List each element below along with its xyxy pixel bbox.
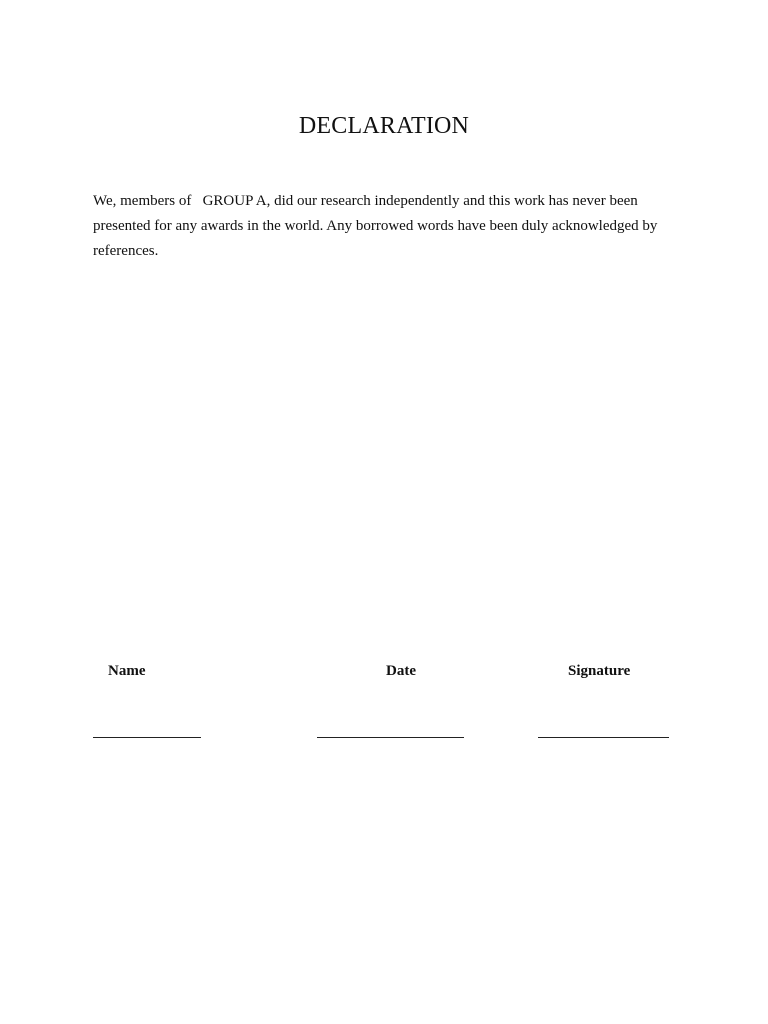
name-column-header: Name <box>108 663 146 679</box>
date-blank-line <box>317 737 464 738</box>
name-blank-line <box>93 737 201 738</box>
signature-blank-line <box>538 737 669 738</box>
date-column-header: Date <box>386 663 416 679</box>
signature-column-header: Signature <box>568 663 631 679</box>
declaration-paragraph: We, members of GROUP A, did our research independently and this work has never been presented for any awards in the world. Any borrowed words have been duly acknowledged by references. <box>93 193 662 259</box>
page-title: DECLARATION <box>298 113 470 139</box>
